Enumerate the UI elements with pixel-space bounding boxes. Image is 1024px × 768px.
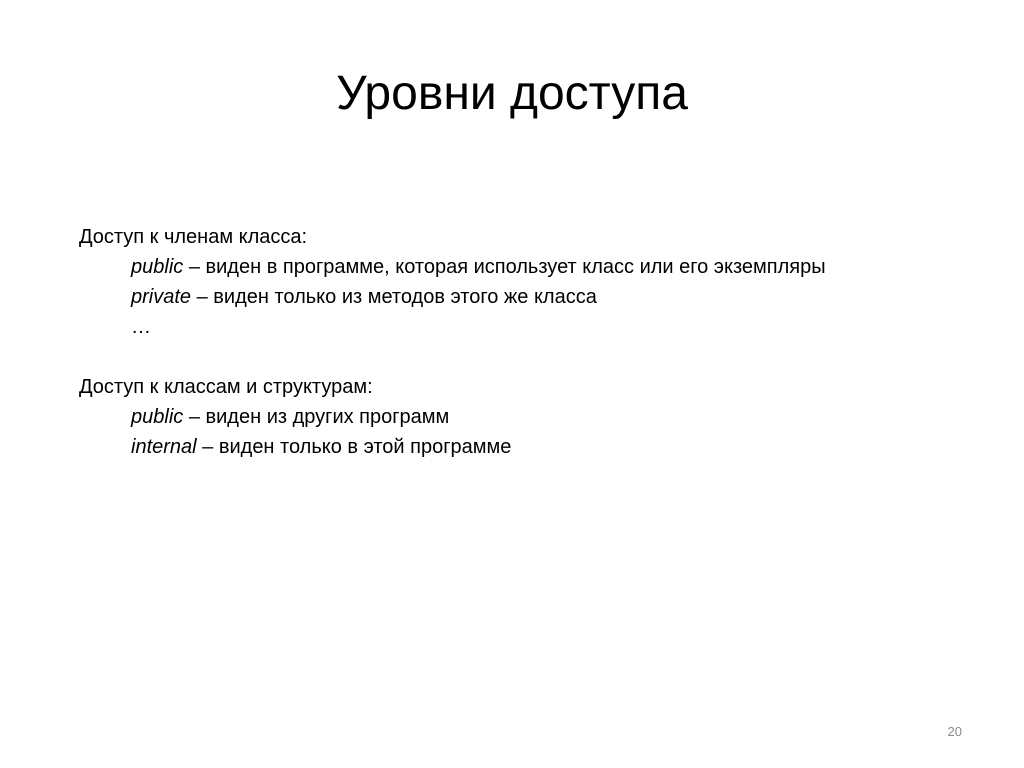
slide-body <box>79 222 979 462</box>
access-keyword: private <box>131 286 192 308</box>
list-item <box>79 432 979 462</box>
list-item <box>79 312 979 342</box>
section-class-members <box>79 222 979 342</box>
slide-title: Уровни доступа <box>336 67 688 120</box>
section-classes-structs <box>79 372 979 462</box>
list-item <box>79 402 979 432</box>
list-item <box>79 282 979 312</box>
access-description: – виден из других программ <box>183 406 450 428</box>
section-heading: Доступ к классам и структурам: <box>79 376 373 398</box>
access-keyword: public <box>131 406 184 428</box>
page-number: 20 <box>947 724 962 739</box>
list-item <box>79 252 979 282</box>
section-heading: Доступ к членам класса: <box>79 226 308 248</box>
access-keyword: internal <box>131 436 197 458</box>
access-description: – виден только из методов этого же класса <box>191 286 597 308</box>
access-description: – виден только в этой программе <box>196 436 512 458</box>
ellipsis-text: … <box>131 316 151 338</box>
access-keyword: public <box>131 256 184 278</box>
access-description: – виден в программе, которая использует класс или его экземпляры <box>183 256 826 278</box>
